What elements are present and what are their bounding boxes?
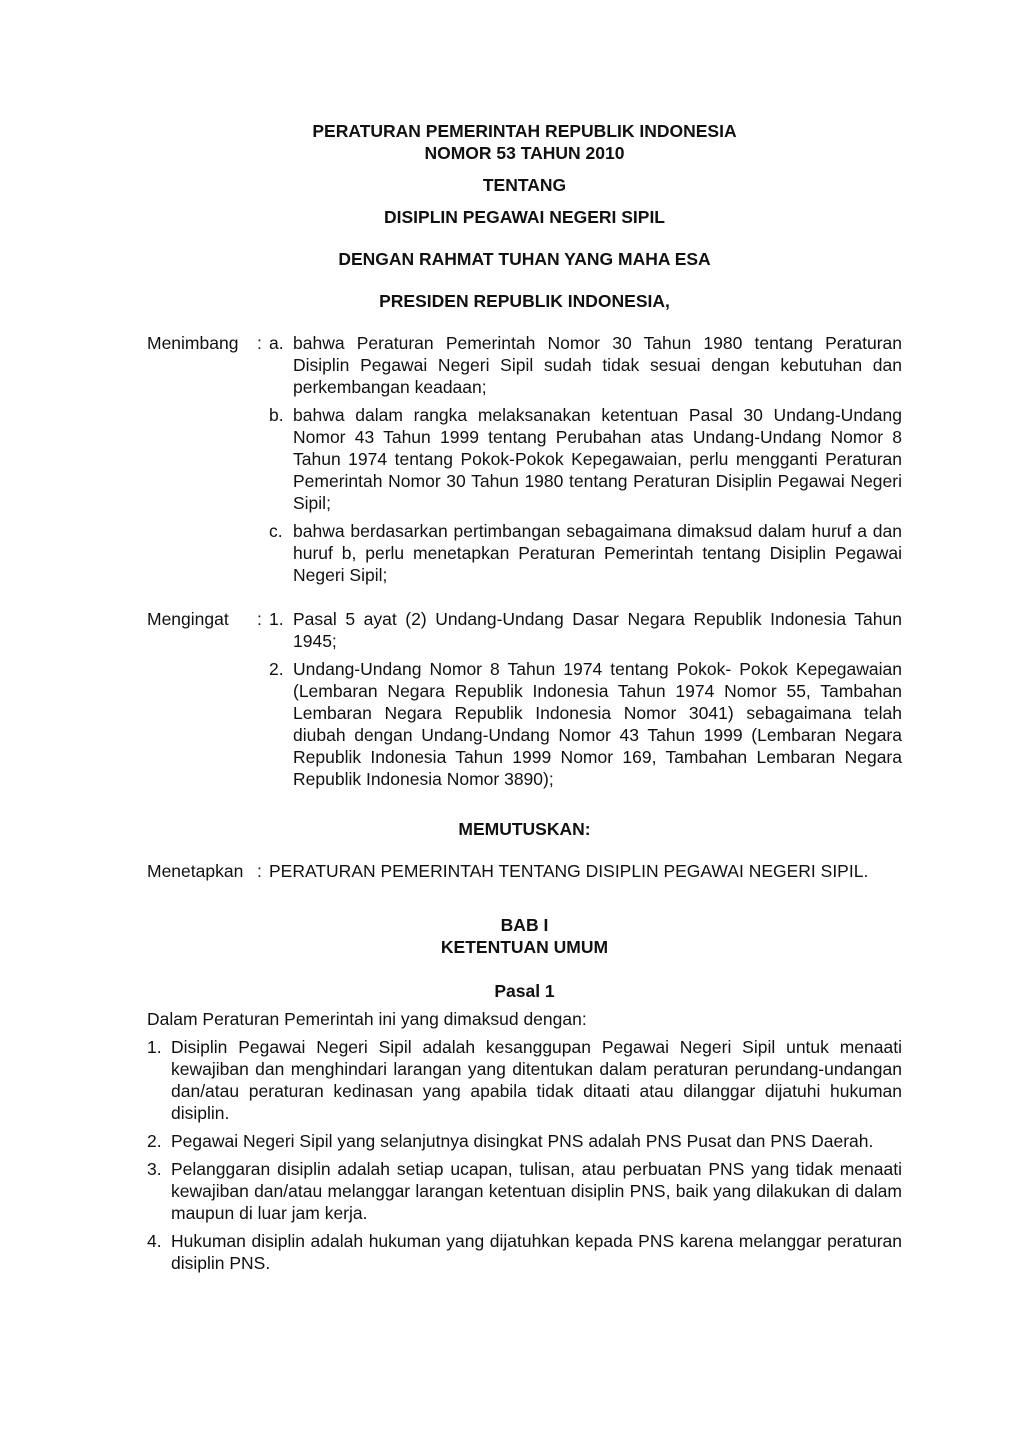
memutuskan-heading: MEMUTUSKAN: [458,819,591,839]
title-line-1: PERATURAN PEMERINTAH REPUBLIK INDONESIA [312,121,737,141]
item-marker: 1. [269,609,284,629]
definition-item [147,1036,902,1124]
bab-title: KETENTUAN UMUM [440,937,609,957]
bab-number: BAB I [500,915,549,935]
menimbang-item [269,520,902,586]
definition-list [147,1036,902,1274]
item-text: Pasal 5 ayat (2) Undang-Undang Dasar Negara Republik Indonesia Tahun 1945; [293,609,902,651]
menimbang-item [269,332,902,398]
pasal-intro: Dalam Peraturan Pemerintah ini yang dimaksud dengan: [147,1009,587,1029]
menimbang-section [147,332,902,592]
definition-text: Disiplin Pegawai Negeri Sipil adalah kesanggupan Pegawai Negeri Sipil untuk menaati kewajiban dan menghindari larangan yang ditentukan dalam peraturan perundang-undangan dan/atau peraturan kedinasan yang apabila tidak ditaati atau dilanggar dijatuhi hukuman disiplin. [171,1037,902,1123]
subject-heading: DISIPLIN PEGAWAI NEGERI SIPIL [383,207,666,227]
menetapkan-text: PERATURAN PEMERINTAH TENTANG DISIPLIN PEGAWAI NEGERI SIPIL. [269,861,869,881]
definition-number: 4. [147,1231,162,1251]
rahmat-heading: DENGAN RAHMAT TUHAN YANG MAHA ESA [338,249,711,269]
definition-item [147,1230,902,1274]
document-body [147,120,902,1280]
item-text: Undang-Undang Nomor 8 Tahun 1974 tentang Pokok- Pokok Kepegawaian (Lembaran Negara Republik Indonesia Tahun 1974 Nomor 55, Tambahan Lembaran Negara Republik Indonesia Nomor 3041) sebagaimana telah diubah dengan Undang-Undang Nomor 43 Tahun 1999 (Lembaran Negara Republik Indonesia Tahun 1999 Nomor 169, Tambahan Lembaran Negara Republik Indonesia Nomor 3890); [293,659,902,789]
item-marker: c. [269,521,283,541]
presiden-heading: PRESIDEN REPUBLIK INDONESIA, [379,291,670,311]
item-text: bahwa dalam rangka melaksanakan ketentuan Pasal 30 Undang-Undang Nomor 43 Tahun 1999 tentang Perubahan atas Undang-Undang Nomor 8 Tahun 1974 tentang Pokok-Pokok Kepegawaian, perlu mengganti Peraturan Pemerintah Nomor 30 Tahun 1980 tentang Peraturan Disiplin Pegawai Negeri Sipil; [293,405,902,513]
tentang-heading: TENTANG [482,175,567,195]
mengingat-section [147,608,902,796]
menetapkan-colon: : [257,861,262,881]
definition-number: 3. [147,1159,162,1179]
item-marker: b. [269,405,284,425]
definition-item [147,1158,902,1224]
definition-item [147,1130,902,1152]
definition-text: Pelanggaran disiplin adalah setiap ucapan, tulisan, atau perbuatan PNS yang tidak menaati kewajiban dan/atau melanggar larangan ketentuan disiplin PNS, baik yang dilakukan di dalam maupun di luar jam kerja. [171,1159,902,1223]
definition-text: Pegawai Negeri Sipil yang selanjutnya disingkat PNS adalah PNS Pusat dan PNS Daerah. [171,1131,874,1151]
menetapkan-label: Menetapkan [147,861,244,881]
definition-number: 2. [147,1131,162,1151]
menimbang-item [269,404,902,514]
item-marker: a. [269,333,284,353]
mengingat-item [269,608,902,652]
definition-number: 1. [147,1037,162,1057]
item-text: bahwa Peraturan Pemerintah Nomor 30 Tahun 1980 tentang Peraturan Disiplin Pegawai Negeri Sipil sudah tidak sesuai dengan kebutuhan dan perkembangan keadaan; [293,333,902,397]
menimbang-colon: : [257,333,262,353]
title-line-2: NOMOR 53 TAHUN 2010 [424,143,625,163]
item-marker: 2. [269,659,284,679]
mengingat-label: Mengingat [147,609,229,629]
definition-text: Hukuman disiplin adalah hukuman yang dijatuhkan kepada PNS karena melanggar peraturan disiplin PNS. [171,1231,902,1273]
mengingat-colon: : [257,609,262,629]
pasal-title: Pasal 1 [494,981,555,1001]
item-text: bahwa berdasarkan pertimbangan sebagaimana dimaksud dalam huruf a dan huruf b, perlu menetapkan Peraturan Pemerintah tentang Disiplin Pegawai Negeri Sipil; [293,521,902,585]
mengingat-items [269,608,902,796]
menetapkan-section [147,860,902,882]
mengingat-item [269,658,902,790]
menimbang-label: Menimbang [147,333,239,353]
menimbang-items [269,332,902,592]
